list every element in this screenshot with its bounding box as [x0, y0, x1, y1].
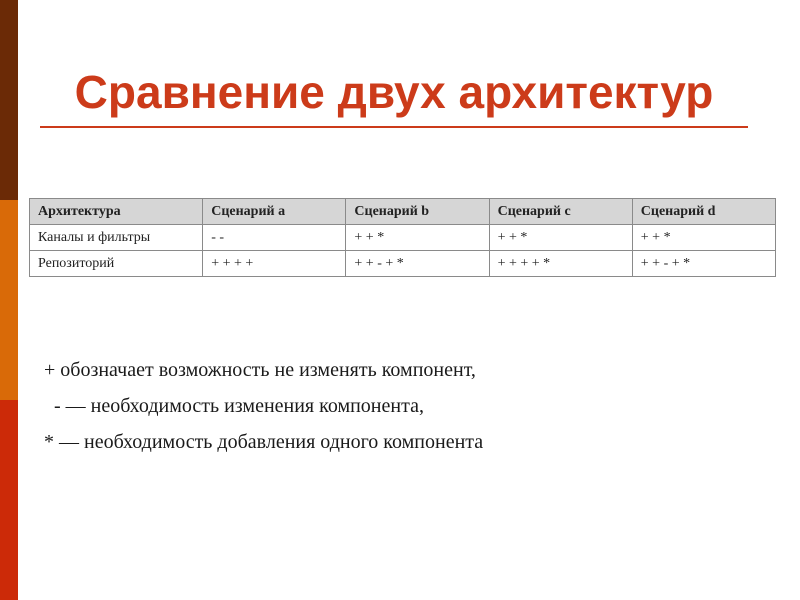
- header-scenario-d: Сценарий d: [632, 199, 775, 225]
- row-pipes-filters-scenario-c: + + *: [489, 225, 632, 251]
- header-scenario-a: Сценарий a: [203, 199, 346, 225]
- header-scenario-b: Сценарий b: [346, 199, 489, 225]
- slide-title: Сравнение двух архитектур: [74, 66, 714, 118]
- row-repository-scenario-d: + + - + *: [632, 251, 775, 277]
- sidebar-block-top: [0, 0, 18, 200]
- table-header-row: [30, 199, 776, 225]
- header-architecture: Архитектура: [30, 199, 203, 225]
- table-row: [30, 251, 776, 277]
- row-pipes-filters-name: Каналы и фильтры: [30, 225, 203, 251]
- legend-asterisk: * — необходимость добавления одного компонента: [44, 431, 484, 453]
- sidebar-block-bottom: [0, 400, 18, 600]
- sidebar-block-middle: [0, 200, 18, 400]
- row-pipes-filters-scenario-d: + + *: [632, 225, 775, 251]
- legend-minus: - — необходимость изменения компонента,: [54, 395, 424, 417]
- row-pipes-filters-scenario-a: - -: [203, 225, 346, 251]
- title-underline: [40, 126, 748, 128]
- row-pipes-filters-scenario-b: + + *: [346, 225, 489, 251]
- comparison-table: [29, 198, 776, 277]
- table-row: [30, 225, 776, 251]
- row-repository-scenario-b: + + - + *: [346, 251, 489, 277]
- sidebar-decoration: [0, 0, 18, 600]
- row-repository-scenario-a: + + + +: [203, 251, 346, 277]
- legend-plus: + обозначает возможность не изменять компонент,: [44, 359, 476, 381]
- header-scenario-c: Сценарий c: [489, 199, 632, 225]
- legend: [44, 352, 764, 460]
- row-repository-name: Репозиторий: [30, 251, 203, 277]
- row-repository-scenario-c: + + + + *: [489, 251, 632, 277]
